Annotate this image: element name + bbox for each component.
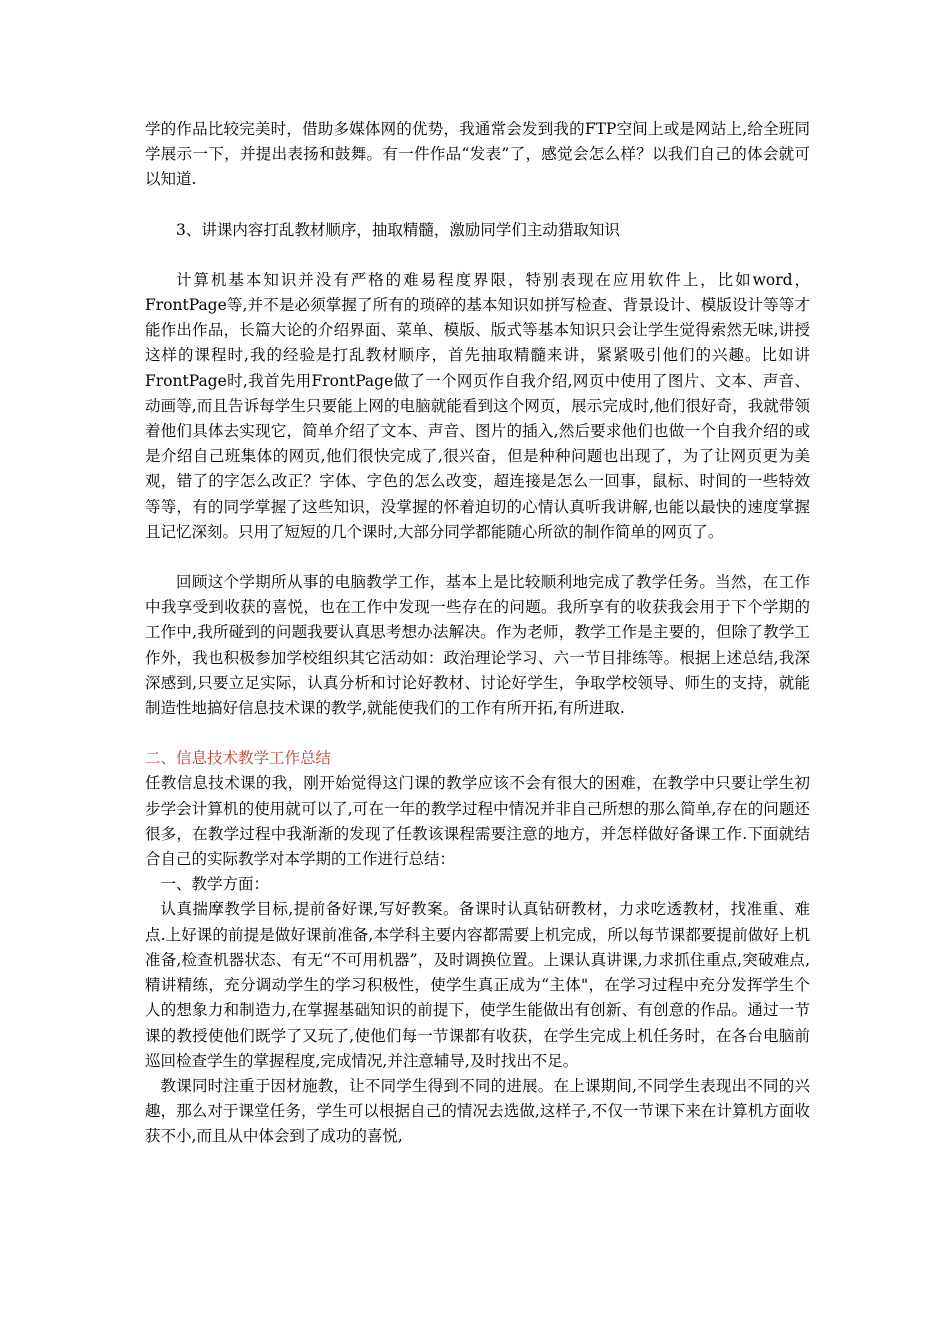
paragraph-lesson-preparation: 认真揣摩教学目标,提前备好课,写好教案。备课时认真钻研教材，力求吃透教材，找准重、难点.上好课的前提是做好课前准备,本学科主要内容都需要上机完成，所以每节课都要提前做好上机准备,检查机器状态、有无“不可用机器”，及时调换位置。上课认真讲课,力求抓住重点,突破难点,精讲精练，充分调动学生的学习积极性，使学生真正成为“主体"，在学习过程中充分发挥学生个人的想象力和制造力,在掌握基础知识的前提下，使学生能做出有创新、有创意的作品。通过一节课的教授使他们既学了又玩了,使他们每一节课都有收获，在学生完成上机任务时，在各台电脑前巡回检查学生的掌握程度,完成情况,并注意辅导,及时找出不足。: [145, 900, 810, 1070]
section-heading-it-teaching-summary: 二、信息技术教学工作总结: [145, 749, 332, 768]
paragraph-continuation: 学的作品比较完美时，借助多媒体网的优势，我通常会发到我的FTP空间上或是网站上,给全班同学展示一下，并提出表扬和鼓舞。有一件作品“发表”了，感觉会怎么样？以我们自己的体会就可以知道.: [145, 120, 810, 189]
subsection-heading-teaching: 一、教学方面：: [160, 875, 270, 894]
paragraph-frontpage-teaching: 计算机基本知识并没有严格的难易程度界限，特别表现在应用软件上，比如word，FrontPage等,并不是必须掌握了所有的琐碎的基本知识如拼写检查、背景设计、模版设计等等才能作出作品，长篇大论的介绍界面、菜单、模版、版式等基本知识只会让学生觉得索然无味,讲授这样的课程时,我的经验是打乱教材顺序，首先抽取精髓来讲，紧紧吸引他们的兴趣。比如讲FrontPage时,我首先用FrontPage做了一个网页作自我介绍,网页中使用了图片、文本、声音、动画等,而且告诉每学生只要能上网的电脑就能看到这个网页，展示完成时,他们很好奇，我就带领着他们具体去实现它，简单介绍了文本、声音、图片的插入,然后要求他们也做一个自我介绍的或是介绍自己班集体的网页,他们很快完成了,很兴奋，但是种种问题也出现了，为了让网页更为美观，错了的字怎么改正？字体、字色的怎么改变，超连接是怎么一回事，鼠标、时间的一些特效等等，有的同学掌握了这些知识，没掌握的怀着迫切的心情认真听我讲解,也能以最快的速度掌握且记忆深刻。只用了短短的几个课时,大部分同学都能随心所欲的制作简单的网页了。: [145, 270, 810, 541]
paragraph-semester-review: 回顾这个学期所从事的电脑教学工作，基本上是比较顺利地完成了教学任务。当然，在工作中我享受到收获的喜悦，也在工作中发现一些存在的问题。我所享有的收获我会用于下个学期的工作中,我所碰到的问题我要认真思考想办法解决。作为老师，教学工作是主要的，但除了教学工作外，我也积极参加学校组织其它活动如：政治理论学习、六一节目排练等。根据上述总结,我深深感到,只要立足实际，认真分析和讨论好教材、讨论好学生，争取学校领导、师生的支持，就能制造性地搞好信息技术课的教学,就能使我们的工作有所开拓,有所进取.: [145, 573, 810, 718]
document-page: [145, 117, 810, 1150]
section-point-3-heading: 3、讲课内容打乱教材顺序，抽取精髓，激励同学们主动猎取知识: [176, 220, 620, 239]
paragraph-individualized-teaching: 教课同时注重于因材施教，让不同学生得到不同的进展。在上课期间,不同学生表现出不同的兴趣，那么对于课堂任务，学生可以根据自己的情况去选做,这样子,不仅一节课下来在计算机方面收获不小,而且从中体会到了成功的喜悦,: [145, 1076, 810, 1146]
paragraph-intro-summary: 任教信息技术课的我，刚开始觉得这门课的教学应该不会有很大的困难，在教学中只要让学生初步学会计算机的使用就可以了,可在一年的教学过程中情况并非自己所想的那么简单,存在的问题还很多，在教学过程中我渐渐的发现了任教该课程需要注意的地方，并怎样做好备课工作.下面就结合自己的实际教学对本学期的工作进行总结：: [145, 774, 810, 869]
